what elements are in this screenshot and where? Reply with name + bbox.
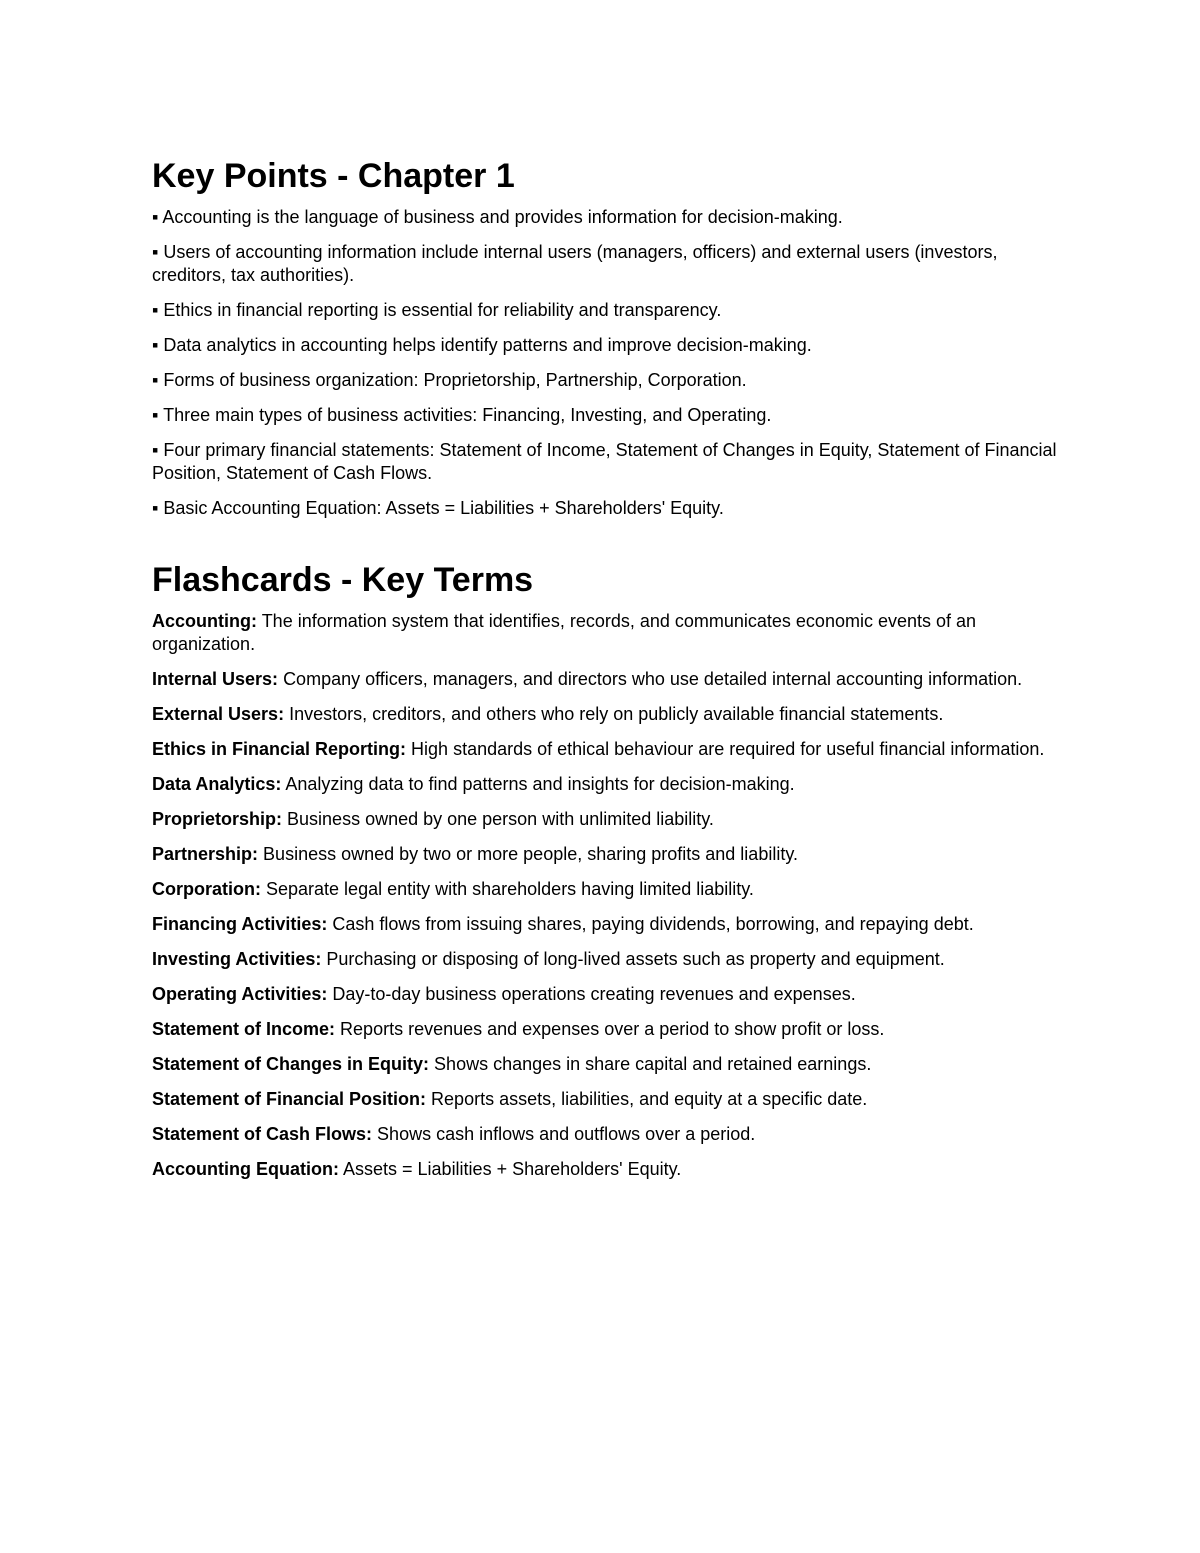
flashcard-term: External Users: bbox=[152, 704, 285, 724]
flashcards-list bbox=[152, 610, 1062, 1181]
key-point-item bbox=[152, 241, 1062, 287]
bullet-icon: ▪ bbox=[152, 498, 159, 518]
flashcard-item bbox=[152, 983, 1062, 1006]
flashcard-definition: Reports revenues and expenses over a period to show profit or loss. bbox=[340, 1019, 885, 1039]
flashcard-item bbox=[152, 1018, 1062, 1041]
bullet-icon: ▪ bbox=[152, 242, 159, 262]
flashcard-item bbox=[152, 773, 1062, 796]
flashcard-definition: Purchasing or disposing of long-lived assets such as property and equipment. bbox=[326, 949, 945, 969]
bullet-icon: ▪ bbox=[152, 440, 159, 460]
flashcard-item bbox=[152, 668, 1062, 691]
flashcard-item bbox=[152, 948, 1062, 971]
flashcard-term: Data Analytics: bbox=[152, 774, 282, 794]
flashcard-definition: The information system that identifies, records, and communicates economic events of an organization. bbox=[152, 611, 977, 654]
flashcard-term: Statement of Changes in Equity: bbox=[152, 1054, 430, 1074]
flashcard-item bbox=[152, 738, 1062, 761]
flashcards-section bbox=[152, 560, 1062, 1181]
flashcards-heading: Flashcards - Key Terms bbox=[152, 561, 534, 599]
key-point-text: Accounting is the language of business and provides information for decision-making. bbox=[162, 207, 843, 227]
key-point-item bbox=[152, 299, 1062, 322]
flashcard-definition: Shows cash inflows and outflows over a period. bbox=[377, 1124, 756, 1144]
flashcard-definition: Business owned by two or more people, sharing profits and liability. bbox=[263, 844, 798, 864]
key-point-text: Data analytics in accounting helps identify patterns and improve decision-making. bbox=[163, 335, 812, 355]
flashcard-definition: Analyzing data to find patterns and insights for decision-making. bbox=[285, 774, 795, 794]
key-point-item bbox=[152, 497, 1062, 520]
key-point-text: Ethics in financial reporting is essential for reliability and transparency. bbox=[163, 300, 722, 320]
flashcard-definition: Day-to-day business operations creating revenues and expenses. bbox=[332, 984, 856, 1004]
flashcard-definition: Cash flows from issuing shares, paying dividends, borrowing, and repaying debt. bbox=[332, 914, 974, 934]
document-page bbox=[152, 156, 1062, 1193]
key-point-text: Four primary financial statements: Statement of Income, Statement of Changes in Equity, Statement of Financial Position, Statement of Cash Flows. bbox=[152, 440, 1057, 483]
flashcard-term: Financing Activities: bbox=[152, 914, 328, 934]
flashcard-term: Corporation: bbox=[152, 879, 261, 899]
key-points-heading: Key Points - Chapter 1 bbox=[152, 157, 515, 195]
flashcard-term: Accounting: bbox=[152, 611, 257, 631]
key-point-item bbox=[152, 369, 1062, 392]
flashcard-item bbox=[152, 913, 1062, 936]
flashcard-item bbox=[152, 1053, 1062, 1076]
key-point-text: Basic Accounting Equation: Assets = Liabilities + Shareholders' Equity. bbox=[163, 498, 724, 518]
flashcard-item bbox=[152, 1088, 1062, 1111]
bullet-icon: ▪ bbox=[152, 207, 159, 227]
flashcard-item bbox=[152, 878, 1062, 901]
flashcard-item bbox=[152, 1123, 1062, 1146]
flashcard-definition: Assets = Liabilities + Shareholders' Equity. bbox=[343, 1159, 682, 1179]
key-point-item bbox=[152, 439, 1062, 485]
bullet-icon: ▪ bbox=[152, 300, 159, 320]
bullet-icon: ▪ bbox=[152, 335, 159, 355]
flashcard-item bbox=[152, 1158, 1062, 1181]
flashcard-definition: Reports assets, liabilities, and equity at a specific date. bbox=[431, 1089, 868, 1109]
flashcard-definition: Business owned by one person with unlimited liability. bbox=[287, 809, 714, 829]
key-point-text: Three main types of business activities: Financing, Investing, and Operating. bbox=[163, 405, 772, 425]
key-point-item bbox=[152, 404, 1062, 427]
flashcard-item bbox=[152, 808, 1062, 831]
key-points-section bbox=[152, 156, 1062, 520]
flashcard-term: Accounting Equation: bbox=[152, 1159, 339, 1179]
key-points-list bbox=[152, 206, 1062, 520]
flashcard-term: Statement of Financial Position: bbox=[152, 1089, 427, 1109]
key-point-item bbox=[152, 334, 1062, 357]
flashcard-definition: Investors, creditors, and others who rely on publicly available financial statements. bbox=[289, 704, 944, 724]
flashcard-item bbox=[152, 843, 1062, 866]
bullet-icon: ▪ bbox=[152, 405, 159, 425]
flashcard-definition: Shows changes in share capital and retained earnings. bbox=[434, 1054, 872, 1074]
flashcard-term: Investing Activities: bbox=[152, 949, 322, 969]
key-point-text: Forms of business organization: Proprietorship, Partnership, Corporation. bbox=[163, 370, 747, 390]
flashcard-term: Internal Users: bbox=[152, 669, 279, 689]
flashcard-term: Partnership: bbox=[152, 844, 259, 864]
flashcard-term: Ethics in Financial Reporting: bbox=[152, 739, 407, 759]
bullet-icon: ▪ bbox=[152, 370, 159, 390]
flashcard-term: Statement of Income: bbox=[152, 1019, 336, 1039]
key-point-text: Users of accounting information include internal users (managers, officers) and external users (investors, creditors, tax authorities). bbox=[152, 242, 998, 285]
flashcard-definition: Company officers, managers, and directors who use detailed internal accounting information. bbox=[283, 669, 1023, 689]
flashcard-term: Proprietorship: bbox=[152, 809, 283, 829]
flashcard-item bbox=[152, 610, 1062, 656]
flashcard-definition: High standards of ethical behaviour are required for useful financial information. bbox=[411, 739, 1045, 759]
key-point-item bbox=[152, 206, 1062, 229]
flashcard-item bbox=[152, 703, 1062, 726]
flashcard-term: Statement of Cash Flows: bbox=[152, 1124, 373, 1144]
flashcard-definition: Separate legal entity with shareholders having limited liability. bbox=[266, 879, 754, 899]
flashcard-term: Operating Activities: bbox=[152, 984, 328, 1004]
